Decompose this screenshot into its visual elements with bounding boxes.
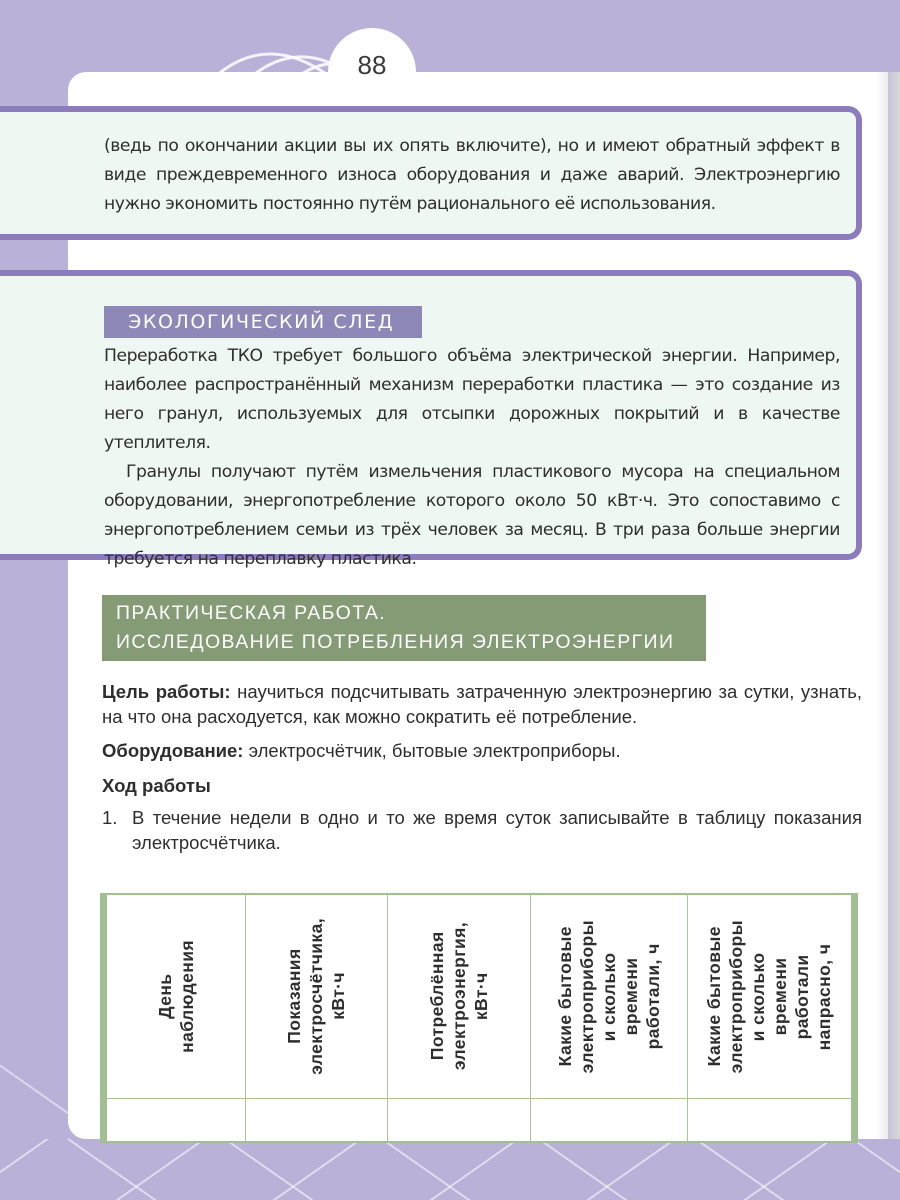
step-number: 1. bbox=[102, 807, 118, 828]
continuation-text bbox=[104, 132, 840, 219]
eco-footprint-text bbox=[104, 342, 840, 574]
table-cell[interactable] bbox=[245, 1098, 388, 1142]
goal-paragraph bbox=[102, 680, 862, 729]
side-margin bbox=[0, 246, 68, 270]
practical-work-title bbox=[102, 595, 706, 661]
header-appliances-wasted: Какие бытовые электроприборы и сколько времени работали напрасно, ч bbox=[704, 919, 835, 1073]
table-header-cell bbox=[388, 894, 531, 1098]
header-appliances-time: Какие бытовые электроприборы и сколько времени работали, ч bbox=[554, 919, 663, 1073]
eco-paragraph-2: Гранулы получают путём измельчения пластикового мусора на специальном оборудовании, энергопотребление которого около 50 кВт·ч. Это сопоставимо с энергопотреблением семьи из трёх человек за месяц. В три раза больше энергии требуется на переплавку пластика. bbox=[104, 462, 840, 569]
page-number-tab bbox=[328, 28, 416, 98]
table-row bbox=[104, 1098, 855, 1142]
step-text: В течение недели в одно и то же время суток записывайте в таблицу показания электросчётчика. bbox=[132, 807, 862, 853]
table-header-row bbox=[104, 894, 855, 1098]
observation-table bbox=[100, 893, 858, 1143]
steps-title: Ход работы bbox=[102, 774, 211, 796]
goal-text: научиться подсчитывать затраченную электроэнергию за сутки, узнать, на что она расходуется, как можно сократить её потребление. bbox=[102, 681, 862, 727]
table-header-cell bbox=[530, 894, 687, 1098]
continuation-box bbox=[0, 106, 862, 240]
practical-content bbox=[102, 680, 862, 855]
page-edge-shadow bbox=[876, 72, 900, 1139]
table-cell[interactable] bbox=[388, 1098, 531, 1142]
page-number: 88 bbox=[357, 50, 387, 80]
header-meter-reading: Показания электросчётчика, кВт·ч bbox=[284, 917, 349, 1075]
equipment-text: электросчётчик, бытовые электроприборы. bbox=[243, 740, 621, 761]
practical-title-line-2: ИССЛЕДОВАНИЕ ПОТРЕБЛЕНИЯ ЭЛЕКТРОЭНЕРГИИ bbox=[116, 631, 675, 653]
continuation-paragraph: (ведь по окончании акции вы их опять включите), но и имеют обратный эффект в виде преждевременного износа оборудования и даже аварий. Электроэнергию нужно экономить постоянно путём рационального её использования. bbox=[104, 136, 840, 214]
table-header-cell bbox=[104, 894, 246, 1098]
goal-label: Цель работы: bbox=[102, 681, 231, 702]
table-header-cell bbox=[245, 894, 388, 1098]
table-header-cell bbox=[687, 894, 854, 1098]
side-margin bbox=[0, 566, 68, 1139]
header-consumed-energy: Потреблённая электроэнергия, кВт·ч bbox=[427, 922, 492, 1071]
practical-title-line-1: ПРАКТИЧЕСКАЯ РАБОТА. bbox=[116, 602, 387, 624]
eco-footprint-title: ЭКОЛОГИЧЕСКИЙ СЛЕД bbox=[104, 306, 422, 338]
step-item bbox=[102, 806, 862, 855]
header-day: День наблюдения bbox=[154, 939, 197, 1053]
eco-footprint-box bbox=[0, 270, 862, 569]
equipment-paragraph bbox=[102, 739, 862, 764]
table-cell[interactable] bbox=[687, 1098, 854, 1142]
eco-paragraph-1: Переработка ТКО требует большого объёма электрической энергии. Например, наиболее распространённый механизм переработки пластика — это создание из него гранул, используемых для отсыпки дорожных покрытий и в качестве утеплителя. bbox=[104, 346, 840, 453]
table-cell[interactable] bbox=[530, 1098, 687, 1142]
equipment-label: Оборудование: bbox=[102, 740, 244, 761]
table-cell[interactable] bbox=[104, 1098, 246, 1142]
